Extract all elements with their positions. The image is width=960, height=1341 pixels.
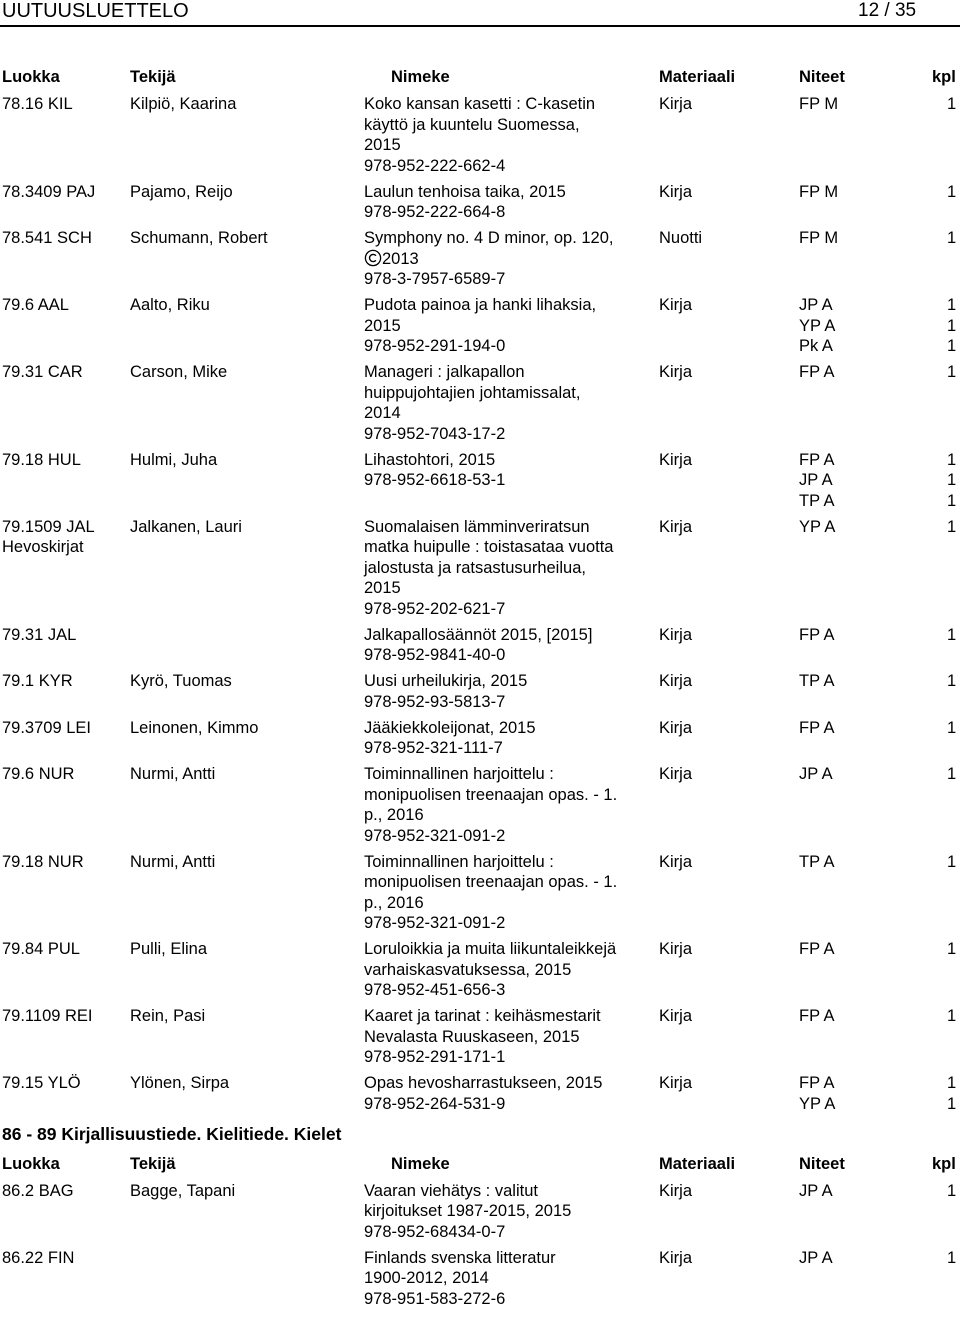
tekija-cell (130, 295, 360, 316)
tekija-cell (130, 1073, 360, 1094)
title-line: jalostusta ja ratsastusurheilua, (364, 558, 586, 577)
niteet-cell (799, 1248, 919, 1269)
materiaali-cell (659, 1073, 759, 1094)
title-line: 978-952-7043-17-2 (364, 424, 506, 443)
copy-location: JP A (799, 1248, 833, 1267)
copy-location: FP A (799, 625, 835, 644)
title-line: p., 2016 (364, 806, 424, 824)
copy-count: 1 (947, 517, 957, 536)
table-row (0, 228, 960, 295)
niteet-cell (799, 182, 919, 203)
table-row (0, 718, 960, 765)
kpl-cell (947, 764, 960, 785)
title-line: Nevalasta Ruuskaseen, 2015 (364, 1027, 580, 1046)
copy-location: Pk A (799, 337, 833, 355)
class-code: 79.1 KYR (2, 672, 73, 690)
title-line: Pudota painoa ja hanki lihaksia, (364, 296, 597, 314)
col-materiaali: Materiaali (659, 68, 736, 86)
luokka-cell (2, 295, 128, 316)
author: Pajamo, Reijo (130, 182, 233, 201)
title-line: 2015 (364, 136, 401, 154)
material: Kirja (659, 95, 693, 113)
author: Aalto, Riku (130, 296, 210, 314)
kpl-cell (947, 182, 960, 203)
niteet-cell (799, 94, 919, 115)
col-luokka: Luokka (2, 1154, 60, 1173)
title-line: monipuolisen treenaajan opas. - 1. (364, 785, 618, 804)
title-line: 2015 (364, 579, 401, 597)
copy-location: FP A (799, 1074, 835, 1092)
table-row (0, 182, 960, 229)
class-code: 78.3409 PAJ (2, 182, 96, 201)
niteet-cell (799, 939, 919, 960)
tekija-cell (130, 764, 360, 785)
material: Kirja (659, 296, 693, 314)
copy-count: 1 (947, 940, 957, 958)
luokka-cell (2, 671, 128, 692)
copy-count: 1 (947, 229, 957, 247)
table-row (0, 671, 960, 718)
materiaali-cell (659, 182, 759, 203)
material: Kirja (659, 852, 693, 871)
copy-count: 1 (947, 1094, 957, 1113)
title-line: 978-952-202-621-7 (364, 599, 506, 618)
title-line: Jääkiekkoleijonat, 2015 (364, 718, 536, 737)
copyright-icon (364, 249, 382, 267)
copy-count: 1 (947, 182, 957, 201)
luokka-cell (2, 1248, 128, 1269)
class-code: 79.18 HUL (2, 450, 81, 469)
niteet-cell (799, 852, 919, 873)
document-title: UUTUUSLUETTELO (2, 0, 189, 22)
kpl-cell (947, 450, 960, 512)
header-rule (0, 25, 960, 27)
table-row (0, 517, 960, 625)
title-line: Finlands svenska litteratur (364, 1248, 556, 1267)
copy-location: JP A (799, 471, 833, 489)
nimeke-cell (364, 517, 654, 620)
class-code: 79.18 NUR (2, 852, 84, 871)
kpl-cell (947, 939, 960, 960)
table-row (0, 295, 960, 362)
title-line: 978-951-583-272-6 (364, 1289, 506, 1308)
table-row (0, 94, 960, 182)
title-line: 978-952-451-656-3 (364, 981, 506, 999)
table-row (0, 939, 960, 1006)
luokka-cell (2, 228, 128, 249)
copy-count: 1 (947, 718, 957, 737)
copy-location: FP A (799, 363, 835, 381)
copy-location: JP A (799, 296, 833, 314)
material: Kirja (659, 1181, 693, 1200)
col-tekija: Tekijä (130, 68, 176, 86)
kpl-cell (947, 1181, 960, 1202)
copy-location: JP A (799, 1181, 833, 1200)
tekija-cell (130, 450, 360, 471)
column-headers (0, 67, 960, 94)
luokka-cell (2, 764, 128, 785)
class-code: 78.16 KIL (2, 95, 73, 113)
table-row (0, 764, 960, 852)
title-line: varhaiskasvatuksessa, 2015 (364, 960, 572, 979)
tekija-cell (130, 718, 360, 739)
title-line: 978-952-264-531-9 (364, 1094, 506, 1113)
author: Jalkanen, Lauri (130, 517, 242, 536)
luokka-cell (2, 182, 128, 203)
copy-count: 1 (947, 337, 957, 355)
title-line: matka huipulle : toistasataa vuotta (364, 538, 614, 556)
page-number: 12 / 35 (858, 0, 917, 21)
column-headers-2 (0, 1154, 960, 1181)
materiaali-cell (659, 362, 759, 383)
title-line: 978-952-6618-53-1 (364, 471, 506, 489)
nimeke-cell (364, 625, 654, 666)
material: Kirja (659, 182, 693, 201)
luokka-cell (2, 1006, 128, 1027)
material: Kirja (659, 1248, 693, 1267)
title-line: Suomalaisen lämminveriratsun (364, 517, 590, 536)
kpl-cell (947, 718, 960, 739)
col-kpl: kpl (932, 68, 956, 86)
material: Kirja (659, 1007, 693, 1025)
col-niteet: Niteet (799, 68, 845, 86)
author: Schumann, Robert (130, 229, 268, 247)
kpl-cell (947, 362, 960, 383)
nimeke-cell (364, 295, 654, 357)
nimeke-cell (364, 362, 654, 444)
niteet-cell (799, 718, 919, 739)
materiaali-cell (659, 94, 759, 115)
copy-count: 1 (947, 296, 957, 314)
copy-location: FP M (799, 229, 839, 247)
title-line: 978-952-68434-0-7 (364, 1222, 506, 1241)
title-line: Symphony no. 4 D minor, op. 120, (364, 229, 614, 247)
niteet-cell (799, 764, 919, 785)
niteet-cell (799, 517, 919, 538)
copy-count: 1 (947, 450, 957, 469)
kpl-cell (947, 94, 960, 115)
nimeke-cell (364, 718, 654, 759)
tekija-cell (130, 362, 360, 383)
copy-location: YP A (799, 316, 836, 335)
copy-count: 1 (947, 316, 957, 335)
class-code: 79.1509 JAL (2, 517, 95, 536)
nimeke-cell (364, 764, 654, 846)
material: Kirja (659, 517, 693, 536)
title-line: 2014 (364, 404, 401, 422)
catalog-list (0, 94, 960, 1120)
title-line: 978-952-291-171-1 (364, 1048, 506, 1066)
niteet-cell (799, 1073, 919, 1114)
materiaali-cell (659, 450, 759, 471)
section-heading (2, 1124, 960, 1154)
title-line: Uusi urheilukirja, 2015 (364, 672, 528, 690)
title-line: 2015 (364, 316, 401, 335)
luokka-cell (2, 718, 128, 739)
col-nimeke: Nimeke (391, 68, 450, 86)
copy-location: TP A (799, 852, 835, 871)
copy-count: 1 (947, 765, 957, 783)
author: Leinonen, Kimmo (130, 718, 259, 737)
kpl-cell (947, 517, 960, 538)
luokka-cell (2, 517, 128, 558)
copy-count: 1 (947, 625, 957, 644)
materiaali-cell (659, 625, 759, 646)
class-code: 79.84 PUL (2, 940, 80, 958)
materiaali-cell (659, 295, 759, 316)
materiaali-cell (659, 852, 759, 873)
title-line: Toiminnallinen harjoittelu : (364, 852, 554, 871)
title-line: 978-952-93-5813-7 (364, 692, 506, 711)
author: Nurmi, Antti (130, 765, 216, 783)
niteet-cell (799, 1006, 919, 1027)
copy-count: 1 (947, 95, 957, 113)
title-line: 978-3-7957-6589-7 (364, 270, 506, 288)
table-row (0, 1181, 960, 1248)
niteet-cell (799, 450, 919, 512)
luokka-cell (2, 1181, 128, 1202)
table-row (0, 1006, 960, 1073)
kpl-cell (947, 671, 960, 692)
author: Bagge, Tapani (130, 1181, 236, 1200)
copy-location: YP A (799, 1094, 836, 1113)
catalog-list-2 (0, 1181, 960, 1315)
title-line: huippujohtajien johtamissalat, (364, 383, 581, 402)
copy-count: 1 (947, 491, 957, 510)
material: Kirja (659, 363, 693, 381)
materiaali-cell (659, 718, 759, 739)
nimeke-cell (364, 450, 654, 491)
class-code: 79.31 CAR (2, 363, 83, 381)
kpl-cell (947, 625, 960, 646)
copy-count: 1 (947, 1248, 957, 1267)
materiaali-cell (659, 939, 759, 960)
author: Kilpiö, Kaarina (130, 95, 237, 113)
niteet-cell (799, 295, 919, 357)
table-row (0, 1248, 960, 1315)
col-kpl: kpl (932, 1154, 956, 1173)
class-code: 79.6 AAL (2, 296, 69, 314)
tekija-cell (130, 517, 360, 538)
class-code: Hevoskirjat (2, 538, 84, 556)
title-line: 978-952-222-664-8 (364, 203, 506, 221)
kpl-cell (947, 295, 960, 357)
nimeke-cell (364, 94, 654, 176)
materiaali-cell (659, 1248, 759, 1269)
title-line: Loruloikkia ja muita liikuntaleikkejä (364, 940, 617, 958)
niteet-cell (799, 1181, 919, 1202)
material: Kirja (659, 940, 693, 958)
copy-location: YP A (799, 517, 836, 536)
copy-location: FP A (799, 450, 835, 469)
luokka-cell (2, 362, 128, 383)
material: Kirja (659, 625, 693, 644)
title-line: 978-952-321-091-2 (364, 914, 506, 932)
material: Kirja (659, 1074, 693, 1092)
kpl-cell (947, 1073, 960, 1114)
luokka-cell (2, 1073, 128, 1094)
materiaali-cell (659, 671, 759, 692)
author: Ylönen, Sirpa (130, 1074, 230, 1092)
title-line: käyttö ja kuuntelu Suomessa, (364, 115, 580, 134)
nimeke-cell (364, 1006, 654, 1068)
page-header (0, 0, 960, 36)
class-code: 79.3709 LEI (2, 718, 91, 737)
author: Rein, Pasi (130, 1007, 206, 1025)
nimeke-cell (364, 852, 654, 934)
copy-location: TP A (799, 491, 835, 510)
title-line: 978-952-321-111-7 (364, 739, 503, 757)
table-row (0, 852, 960, 940)
title-line: 1900-2012, 2014 (364, 1269, 489, 1287)
tekija-cell (130, 939, 360, 960)
tekija-cell (130, 1181, 360, 1202)
class-code: 79.6 NUR (2, 765, 75, 783)
copy-count: 1 (947, 471, 957, 489)
title-line: Koko kansan kasetti : C-kasetin (364, 95, 596, 113)
copy-count: 1 (947, 363, 957, 381)
title-line: monipuolisen treenaajan opas. - 1. (364, 873, 618, 891)
copy-count: 1 (947, 672, 957, 690)
tekija-cell (130, 182, 360, 203)
tekija-cell (130, 1006, 360, 1027)
table-row (0, 450, 960, 517)
author: Kyrö, Tuomas (130, 672, 232, 690)
copy-count: 1 (947, 1007, 957, 1025)
materiaali-cell (659, 517, 759, 538)
title-line: 978-952-321-091-2 (364, 826, 506, 845)
col-tekija: Tekijä (130, 1154, 176, 1173)
author: Pulli, Elina (130, 940, 208, 958)
table-row (0, 362, 960, 450)
title-line: Opas hevosharrastukseen, 2015 (364, 1074, 603, 1092)
luokka-cell (2, 625, 128, 646)
copy-location: TP A (799, 672, 835, 690)
class-code: 79.15 YLÖ (2, 1074, 81, 1092)
nimeke-cell (364, 228, 654, 290)
materiaali-cell (659, 764, 759, 785)
kpl-cell (947, 1248, 960, 1269)
nimeke-cell (364, 1248, 654, 1310)
material: Kirja (659, 672, 693, 690)
title-line: 978-952-291-194-0 (364, 337, 506, 355)
material: Kirja (659, 765, 693, 783)
tekija-cell (130, 94, 360, 115)
title-line: p., 2016 (364, 893, 424, 912)
materiaali-cell (659, 228, 759, 249)
col-luokka: Luokka (2, 68, 60, 86)
kpl-cell (947, 228, 960, 249)
niteet-cell (799, 228, 919, 249)
copy-count: 1 (947, 1074, 957, 1092)
title-line: Laulun tenhoisa taika, 2015 (364, 182, 566, 201)
col-nimeke: Nimeke (391, 1154, 450, 1173)
class-code: 79.31 JAL (2, 625, 77, 644)
luokka-cell (2, 450, 128, 471)
copy-location: FP A (799, 1007, 835, 1025)
class-code: 79.1109 REI (2, 1007, 93, 1025)
table-row (0, 625, 960, 672)
tekija-cell (130, 671, 360, 692)
title-line: Manageri : jalkapallon (364, 363, 525, 381)
title-line-text: 2013 (382, 249, 419, 268)
nimeke-cell (364, 939, 654, 1001)
class-code: 86.22 FIN (2, 1248, 75, 1267)
luokka-cell (2, 852, 128, 873)
kpl-cell (947, 1006, 960, 1027)
author: Nurmi, Antti (130, 852, 216, 871)
tekija-cell (130, 228, 360, 249)
nimeke-cell (364, 671, 654, 712)
title-line: Toiminnallinen harjoittelu : (364, 765, 554, 783)
title-line: kirjoitukset 1987-2015, 2015 (364, 1202, 572, 1220)
table-row (0, 1073, 960, 1120)
niteet-cell (799, 362, 919, 383)
niteet-cell (799, 671, 919, 692)
nimeke-cell (364, 1073, 654, 1114)
niteet-cell (799, 625, 919, 646)
material: Kirja (659, 450, 693, 469)
luokka-cell (2, 939, 128, 960)
copy-location: FP M (799, 95, 839, 113)
author: Hulmi, Juha (130, 450, 218, 469)
title-line: Jalkapallosäännöt 2015, [2015] (364, 625, 593, 644)
tekija-cell (130, 852, 360, 873)
copy-location: FP A (799, 940, 835, 958)
kpl-cell (947, 852, 960, 873)
copy-location: FP M (799, 182, 839, 201)
col-materiaali: Materiaali (659, 1154, 736, 1173)
title-line: Lihastohtori, 2015 (364, 450, 496, 469)
section-heading-text: 86 - 89 Kirjallisuustiede. Kielitiede. Kielet (2, 1123, 342, 1144)
title-line: Kaaret ja tarinat : keihäsmestarit (364, 1007, 601, 1025)
copy-count: 1 (947, 852, 957, 871)
class-code: 78.541 SCH (2, 229, 92, 247)
title-line: Vaaran viehätys : valitut (364, 1181, 538, 1200)
title-line (364, 249, 654, 270)
title-line: 978-952-9841-40-0 (364, 646, 506, 664)
copy-location: JP A (799, 765, 833, 783)
luokka-cell (2, 94, 128, 115)
materiaali-cell (659, 1006, 759, 1027)
col-niteet: Niteet (799, 1154, 845, 1173)
class-code: 86.2 BAG (2, 1181, 74, 1200)
materiaali-cell (659, 1181, 759, 1202)
author: Carson, Mike (130, 363, 228, 381)
title-line: 978-952-222-662-4 (364, 156, 506, 175)
copy-count: 1 (947, 1181, 957, 1200)
material: Kirja (659, 718, 693, 737)
copy-location: FP A (799, 718, 835, 737)
material: Nuotti (659, 229, 703, 247)
nimeke-cell (364, 1181, 654, 1243)
nimeke-cell (364, 182, 654, 223)
